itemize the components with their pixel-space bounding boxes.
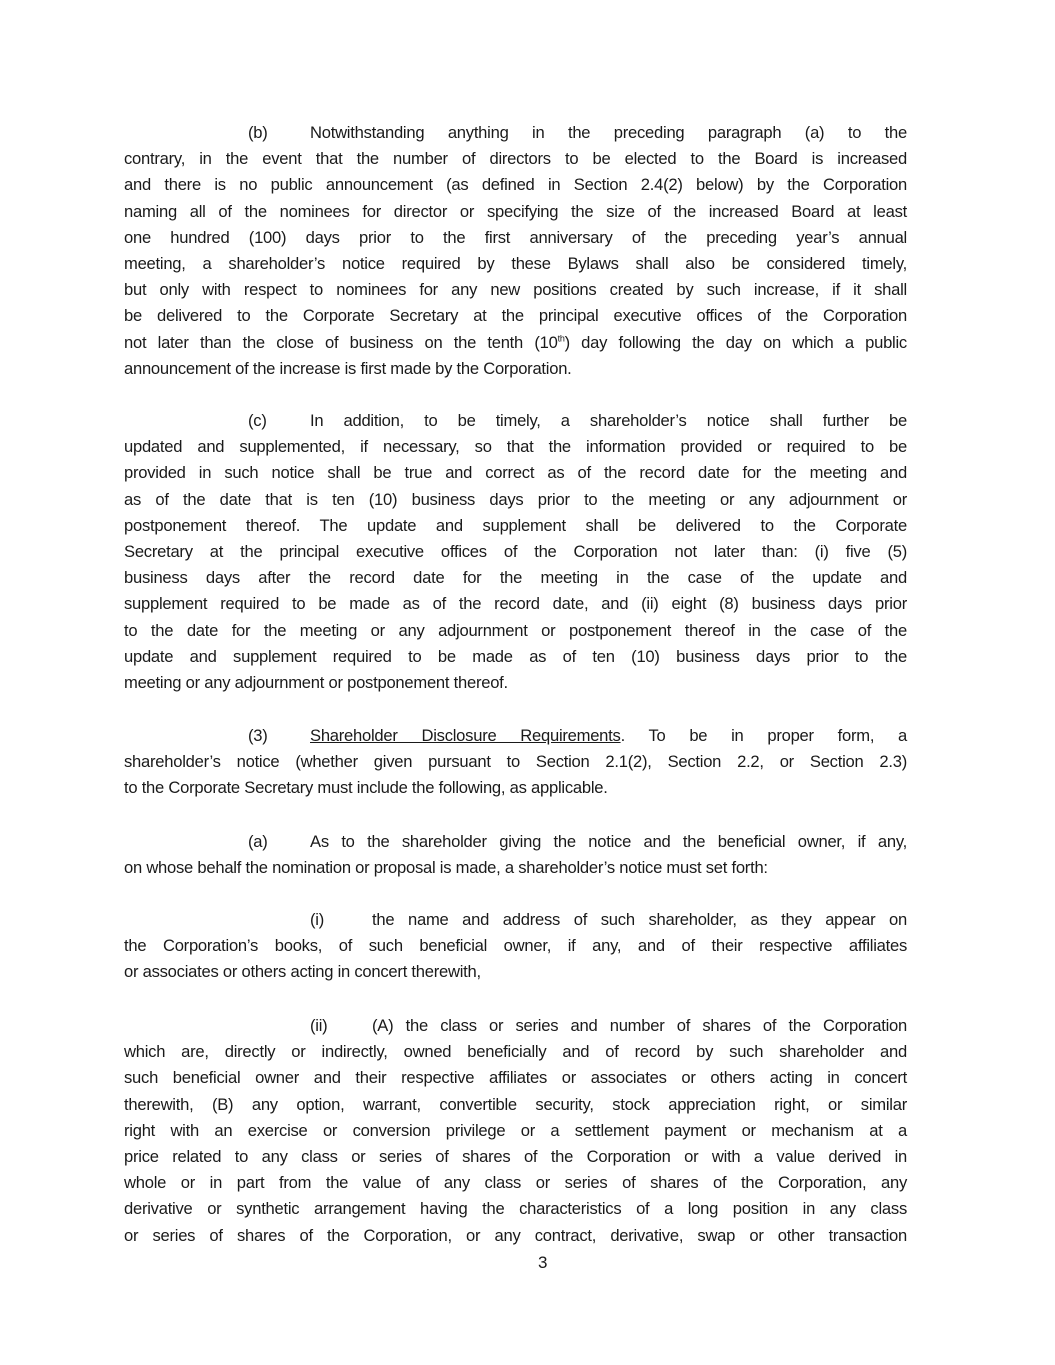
text-line: updated and supplemented, if necessary, so that the information provided or required to be	[124, 437, 907, 457]
line-text: the name and address of such shareholder, as they appear on	[372, 910, 907, 929]
paragraph-label: (a)	[248, 832, 268, 851]
paragraph-first-line	[124, 723, 907, 749]
paragraph-i	[124, 907, 907, 986]
paragraph-label: (b)	[248, 123, 268, 142]
line-text: Shareholder Disclosure Requirements. To be in proper form, a	[310, 726, 907, 745]
text-line: to the Corporate Secretary must include the following, as applicable.	[124, 778, 608, 798]
page-number: 3	[538, 1253, 548, 1272]
text-line: naming all of the nominees for director or specifying the size of the increased Board at least	[124, 201, 907, 221]
text-line: update and supplement required to be made as of ten (10) business days prior to the	[124, 646, 907, 666]
text-line: not later than the close of business on the tenth (10th) day following the day on which a public	[124, 332, 907, 352]
paragraph-first-line	[124, 408, 907, 434]
text-line: as of the date that is ten (10) business days prior to the meeting or any adjournment or	[124, 489, 907, 509]
text-line: or series of shares of the Corporation, or any contract, derivative, swap or other transaction	[124, 1225, 907, 1245]
text-line: shareholder’s notice (whether given pursuant to Section 2.1(2), Section 2.2, or Section 2.3)	[124, 752, 907, 772]
paragraph-label: (c)	[248, 411, 267, 430]
paragraph-first-line	[124, 1013, 907, 1039]
line-text: In addition, to be timely, a shareholder’s notice shall further be	[310, 411, 907, 430]
text-line: meeting, a shareholder’s notice required by these Bylaws shall also be considered timely,	[124, 253, 907, 273]
paragraph-3	[124, 723, 907, 802]
text-line: whole or in part from the value of any class or series of shares of the Corporation, any	[124, 1173, 907, 1193]
text-line: but only with respect to nominees for any new positions created by such increase, if it shall	[124, 280, 907, 300]
text-line: derivative or synthetic arrangement having the characteristics of a long position in any class	[124, 1199, 907, 1219]
paragraph-first-line	[124, 120, 907, 146]
text-line: provided in such notice shall be true and correct as of the record date for the meeting and	[124, 463, 907, 483]
text-line: announcement of the increase is first made by the Corporation.	[124, 358, 572, 378]
line-text: (A) the class or series and number of shares of the Corporation	[372, 1016, 907, 1035]
text-line: therewith, (B) any option, warrant, convertible security, stock appreciation right, or similar	[124, 1094, 907, 1114]
paragraph-first-line	[124, 907, 907, 933]
text-line: one hundred (100) days prior to the first anniversary of the preceding year’s annual	[124, 227, 907, 247]
text-line: to the date for the meeting or any adjournment or postponement thereof in the case of the	[124, 620, 907, 640]
paragraph-label: (ii)	[310, 1016, 328, 1035]
paragraph-a	[124, 829, 907, 881]
text-line: and there is no public announcement (as defined in Section 2.4(2) below) by the Corporation	[124, 175, 907, 195]
text-line: business days after the record date for the meeting in the case of the update and	[124, 568, 907, 588]
text-line: such beneficial owner and their respective affiliates or associates or others acting in concert	[124, 1068, 907, 1088]
text-line: postponement thereof. The update and supplement shall be delivered to the Corporate	[124, 515, 907, 535]
text-line: right with an exercise or conversion privilege or a settlement payment or mechanism at a	[124, 1120, 907, 1140]
paragraph-label: (i)	[310, 910, 324, 929]
text-line: or associates or others acting in concert therewith,	[124, 962, 481, 982]
section-heading: Shareholder Disclosure Requirements	[310, 726, 621, 745]
text-line: supplement required to be made as of the record date, and (ii) eight (8) business days prior	[124, 594, 907, 614]
paragraph-label: (3)	[248, 726, 268, 745]
paragraph-ii	[124, 1013, 907, 1249]
text-line: the Corporation’s books, of such beneficial owner, if any, and of their respective affiliates	[124, 936, 907, 956]
paragraph-b	[124, 120, 907, 382]
line-text: Notwithstanding anything in the preceding paragraph (a) to the	[310, 123, 907, 142]
text-line: contrary, in the event that the number of directors to be elected to the Board is increased	[124, 149, 907, 169]
text-line: be delivered to the Corporate Secretary at the principal executive offices of the Corporation	[124, 306, 907, 326]
paragraph-first-line	[124, 829, 907, 855]
text-line: Secretary at the principal executive offices of the Corporation not later than: (i) five (5)	[124, 541, 907, 561]
text-line: meeting or any adjournment or postponement thereof.	[124, 672, 508, 692]
text-line: price related to any class or series of shares of the Corporation or with a value derived in	[124, 1146, 907, 1166]
line-text: As to the shareholder giving the notice and the beneficial owner, if any,	[310, 832, 907, 851]
text-line: which are, directly or indirectly, owned beneficially and of record by such shareholder and	[124, 1042, 907, 1062]
paragraph-c	[124, 408, 907, 696]
text-line: on whose behalf the nomination or proposal is made, a shareholder’s notice must set forth:	[124, 858, 768, 878]
